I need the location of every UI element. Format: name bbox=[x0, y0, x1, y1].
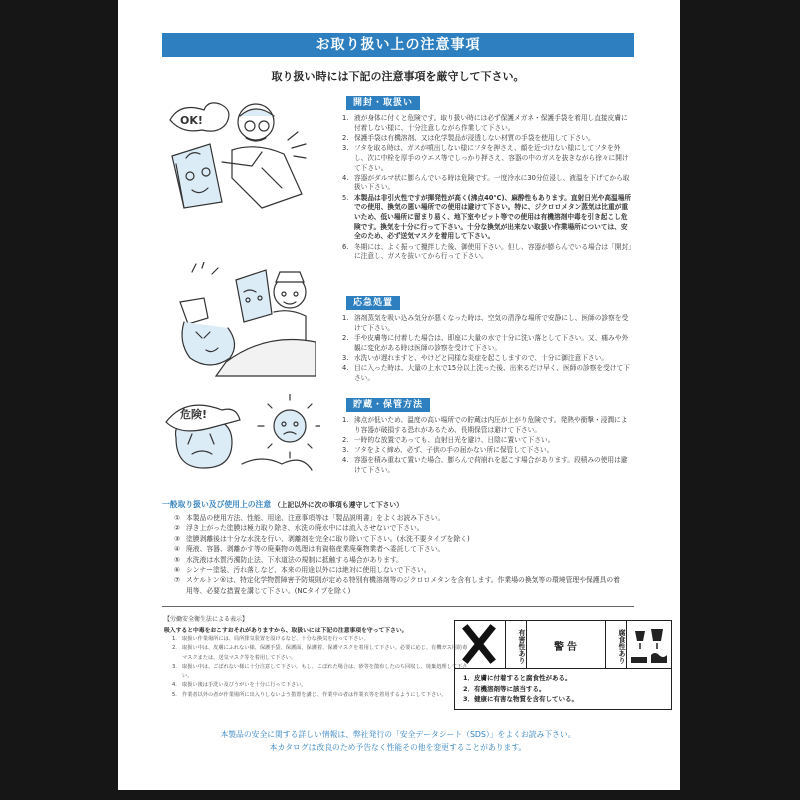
list-item: 2．有機溶剤等に該当する。 bbox=[463, 684, 546, 693]
warning-word: 警告 bbox=[554, 641, 580, 653]
list-item: 2. 取扱い中は、皮膚にふれない様、保護手袋、保護面、保護着、保護マスクを着用して下さい。必要に応じ、有機ガス用防毒マスクまたは、送気マスク等を着用して下さい。 bbox=[172, 645, 468, 661]
list-item: ② 浮き上がった塗膜は極力取り除き、水洗の廃水中には流入させないで下さい。 bbox=[174, 524, 424, 533]
section-label-emergency: 応急処置 bbox=[346, 296, 400, 310]
list-item: 3. 取扱い中は、ごぼれない様に十分注意して下さい。もし、こぼれた場合は、砂等を散布したのち回収し、廃棄処理して下さい。 bbox=[172, 663, 468, 680]
section-label-handling: 開封・取扱い bbox=[346, 96, 420, 110]
warning-header-row bbox=[455, 621, 671, 669]
list-item: ③ 塗膜剥離後は十分な水洗を行い、剥離剤を完全に取り除いて下さい。(水洗不要タイプを除く) bbox=[174, 534, 470, 543]
storage-list bbox=[342, 416, 632, 476]
document-page bbox=[118, 0, 680, 790]
emergency-list bbox=[342, 314, 632, 384]
x-cross-icon bbox=[459, 621, 499, 667]
list-item: ④ 廃液、容器、剥離かす等の廃棄物の処理は有資格産業廃棄物業者へ委託して下さい。 bbox=[174, 545, 445, 554]
list-item: 2. 保護手袋は有機溶剤、又は化学製品が浸透しない材質の手袋を使用して下さい。 bbox=[342, 133, 595, 142]
footer-line: 本カタログは改良のため予告なく性能その他を変更することがあります。 bbox=[269, 743, 527, 752]
list-item: 4. 容器がダルマ状に膨らんでいる時は危険です。一度冷水に30分位浸し、液温を下げてから取扱い下さい。 bbox=[342, 173, 630, 192]
list-item: 3. 水洗いが遅れますと、やけどと同様な炎症を起こしますので、十分に御注意下さい。 bbox=[342, 353, 608, 362]
list-item: 5. 作業者以外の者が作業場所に出入りしないよう措置を講じ、作業中の者は作業衣等を着用するようにして下さい。 bbox=[172, 691, 447, 698]
page-title: お取り扱い上の注意事項 bbox=[162, 33, 634, 57]
list-item: 2. 一時的な放置であっても、直射日光を避け、日陰に置いて下さい。 bbox=[342, 435, 555, 444]
warning-statements bbox=[463, 673, 663, 705]
list-item: 1. 取扱い作業場所には、局所排気装置を設けるなど、十分な換気を行って下さい。 bbox=[172, 636, 369, 642]
list-item: 2. 手や皮膚等に付着した場合は、即座に大量の水で十分に洗い落として下さい。又、痛みや外観に変化がある時は医師の診察を受けて下さい。 bbox=[342, 333, 629, 352]
law-lead: 吸入すると中毒をおこすおそれがありますから、取扱いには下記の注意事項を守って下さい。 bbox=[164, 628, 408, 634]
section-divider bbox=[162, 606, 634, 607]
storage-illustration bbox=[162, 394, 320, 484]
svg-text:OK!: OK! bbox=[180, 114, 203, 127]
list-item: 1. 液が身体に付くと危険です。取り扱い時には必ず保護メガネ・保護手袋を着用し直接皮膚に付着しない様に、十分注意しながら作業して下さい。 bbox=[342, 114, 628, 132]
section-label-storage: 貯蔵・保管方法 bbox=[346, 398, 430, 412]
law-title: 【労働安全衛生法による表示】 bbox=[164, 616, 249, 623]
general-title-sub: （上記以外に次の事項も遵守して下さい） bbox=[273, 501, 404, 509]
warning-word-cell bbox=[529, 621, 605, 669]
list-item: 5. 本製品は非引火性ですが揮発性が高く(沸点40℃)、麻酔性もあります。直射日光や高温場所での使用、換気の悪い場所での使用は避けて下さい。特に、ジクロロメタン蒸気は比重が重いため、低い場所に留まり易く、地下室やピット等での使用は有機溶剤中毒を引き起こし危険です。換気を十分に行って下さい。十分な換気が出来ない取扱い作業場所については、安全のため、必ず送気マスクを着用して下さい。 bbox=[342, 193, 632, 241]
handling-list bbox=[342, 114, 632, 263]
page-subtitle: 取り扱い時には下記の注意事項を厳守して下さい。 bbox=[271, 70, 525, 83]
law-list bbox=[172, 635, 472, 700]
list-item: 4. 容器を積み重ねて置いた場合、膨らんで荷崩れを起こす場合があります。段積みの使用は避けて下さい。 bbox=[342, 456, 628, 475]
corrosive-label: 腐食性あり bbox=[605, 621, 627, 669]
footer-line: 本製品の安全に関する詳しい情報は、弊社発行の「安全データシート（SDS）」をよくお読み下さい。 bbox=[220, 730, 576, 739]
list-item: 1．皮膚に付着すると腐食性がある。 bbox=[463, 674, 572, 682]
handling-illustration bbox=[162, 98, 320, 212]
list-item: ① 本製品の使用方法、性能、用途、注意事項等は「製品説明書」をよくお読み下さい。 bbox=[174, 514, 445, 522]
list-item: 3. フタをよく締め、必ず、子供の手の届かない所に保管して下さい。 bbox=[342, 446, 554, 455]
general-title-text: 一般取り扱い及び使用上の注意 bbox=[162, 500, 272, 509]
corrosive-pictogram bbox=[629, 621, 671, 669]
warning-label bbox=[454, 620, 672, 710]
list-item: 6. 冬期には、よく振って攪拌した後、御使用下さい。但し、容器が膨らんでいる場合は「開封」に注意し、ガスを抜いてから行って下さい。 bbox=[342, 242, 632, 261]
list-item: ⑦ スケルトン®は、特定化学物質障害予防規則が定める特別有機溶剤等のジクロロメタンを含有します。作業場の換気等の環境管理や保護具の着用等、必要な措置を講じて下さい。(NCタイプを除く) bbox=[174, 576, 620, 595]
list-item: ⑤ 水洗液は水質汚濁防止法、下水道法の規制に抵触する場合があります。 bbox=[174, 555, 403, 564]
harmful-pictogram bbox=[459, 621, 501, 669]
list-item: 4. 目に入った時は、大量の上水で15分以上洗った後、出来るだけ早く、医師の診察を受けて下さい。 bbox=[342, 364, 630, 382]
corrosion-icon bbox=[629, 621, 669, 667]
general-notes-title bbox=[162, 499, 632, 510]
svg-text:危険!: 危険! bbox=[180, 408, 208, 421]
list-item: ⑥ シンナー塗装、汚れ落しなど、本来の用途以外には絶対に使用しないで下さい。 bbox=[174, 566, 431, 575]
list-item: 1. 溶剤蒸気を吸い込み気分が悪くなった時は、空気の清浄な場所で安静にし、医師の診察を受けて下さい。 bbox=[342, 314, 629, 332]
general-notes-list bbox=[174, 513, 624, 596]
list-item: 4. 取扱い後は手洗い及びうがいを十分に行って下さい。 bbox=[172, 682, 307, 689]
page-footer bbox=[162, 728, 634, 754]
list-item: 1. 沸点が低いため、温度の高い場所での貯蔵は内圧が上がり危険です。発熱や衝撃・浸潤により容器が破損する恐れがあるため、長期保管は避けて下さい。 bbox=[342, 416, 628, 434]
list-item: 3．健康に有害な物質を含有している。 bbox=[463, 695, 579, 703]
emergency-illustration bbox=[166, 262, 316, 380]
harmful-label: 有害性あり bbox=[505, 621, 527, 669]
list-item: 3. フタを取る時は、ガスが噴出しない様にフタを押さえ、顔を近づけない様にしてフタを外し、次に中栓を厚手のウエス等でしっかり押さえ、容器の中のガスを抜きながら徐々に開けて下さい。 bbox=[342, 144, 629, 172]
